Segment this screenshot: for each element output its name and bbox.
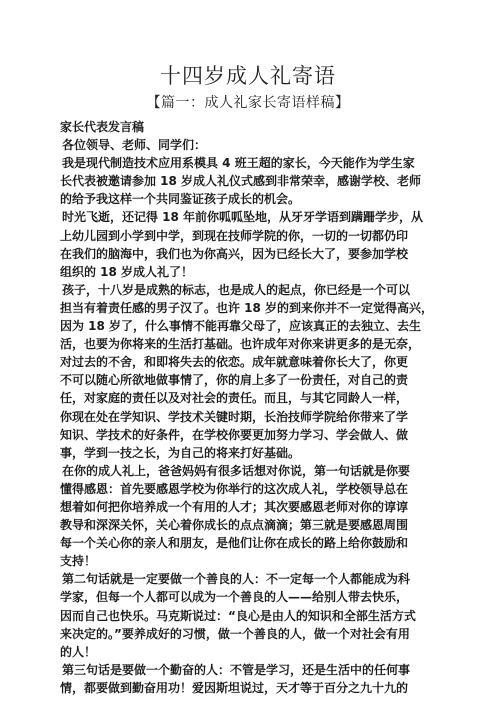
body-line: 上幼儿园到小学到中学，到现在技师学院的你，一切的一切都仍印: [60, 228, 409, 243]
body-line: 想着如何把你培养成一个有用的人才；其次要感恩老师对你的谆谆: [60, 499, 409, 514]
document-body: [60, 118, 446, 697]
body-line: 第二句话就是一定要做一个善良的人：不一定每一个人都能成为科: [62, 572, 411, 587]
body-line: 时光飞逝，还记得 18 年前你呱呱坠地，从牙牙学语到蹒跚学步，从: [62, 210, 424, 225]
body-line: 担当有着责任感的男子汉了。也许 18 岁的到来你并不一定觉得高兴，: [60, 300, 434, 315]
body-line: 因为 18 岁了，什么事情不能再靠父母了，应该真正的去独立、去生: [60, 319, 422, 334]
body-line: 的人！: [60, 644, 97, 659]
body-line: 任，对家庭的责任以及对社会的责任。而且，与其它同龄人一样，: [60, 391, 409, 406]
body-line: 每一个关心你的亲人和朋友，是他们让你在成长的路上给你鼓励和: [60, 536, 409, 551]
body-line: 事，学到一技之长，为自己的将来打好基础。: [60, 445, 301, 460]
document-subtitle: 【篇一：成人礼家长寄语样稿】: [146, 95, 350, 111]
body-line: 家长代表发言稿: [60, 120, 145, 134]
body-line: 学家，但每一个人都可以成为一个善良的人——给别人带去快乐，: [60, 590, 409, 605]
body-line: 来决定的。”要养成好的习惯，做一个善良的人，做一个对社会有用: [60, 626, 410, 641]
body-line: 在你的成人礼上，爸爸妈妈有很多话想对你说，第一句话就是你要: [62, 463, 411, 478]
body-line: 情，都要做到勤奋用功！爱因斯坦说过，天才等于百分之九十九的: [60, 680, 409, 695]
body-line: 你现在处在学知识、学技术关键时期，长治技师学院给你带来了学: [60, 409, 409, 424]
body-line: 不可以随心所欲地做事情了，你的肩上多了一份责任，对自己的责: [60, 373, 409, 388]
body-line: 活，也要为你将来的生活打基础。也许成年对你来讲更多的是无奈，: [60, 337, 421, 352]
body-line: 的给予我这样一个共同鉴证孩子成长的机会。: [60, 192, 301, 207]
body-line: 组织的 18 岁成人礼了！: [60, 264, 194, 279]
body-line: 对过去的不舍，和即将失去的依恋。成年就意味着你长大了，你更: [60, 355, 409, 370]
body-line: 教导和深深关怀，关心着你成长的点点滴滴；第三就是要感恩周围: [60, 518, 409, 533]
body-line: 孩子，十八岁是成熟的标志，也是成人的起点，你已经是一个可以: [62, 282, 411, 297]
body-line: 在我们的脑海中，我们也为你高兴，因为已经长大了，要参加学校: [60, 246, 409, 261]
body-line: 第三句话是要做一个勤奋的人：不管是学习，还是生活中的任何事: [62, 662, 411, 677]
document-title: 十四岁成人礼寄语: [160, 64, 336, 88]
body-line: 因而自己也快乐。马克斯说过：“良心是由人的知识和全部生活方式: [60, 608, 416, 623]
body-line: 长代表被邀请参加 18 岁成人礼仪式感到非常荣幸，感谢学校、老师: [60, 174, 422, 189]
body-line: 我是现代制造技术应用系模具 4 班王超的家长，今天能作为学生家: [62, 156, 415, 171]
body-line: 支持！: [60, 554, 97, 569]
body-line: 知识、学技术的好条件，在学校你要更加努力学习、学会做人、做: [60, 427, 409, 442]
body-line: 各位领导、老师、同学们：: [62, 138, 207, 153]
body-line: 懂得感恩：首先要感恩学校为你举行的这次成人礼，学校领导总在: [60, 481, 409, 496]
